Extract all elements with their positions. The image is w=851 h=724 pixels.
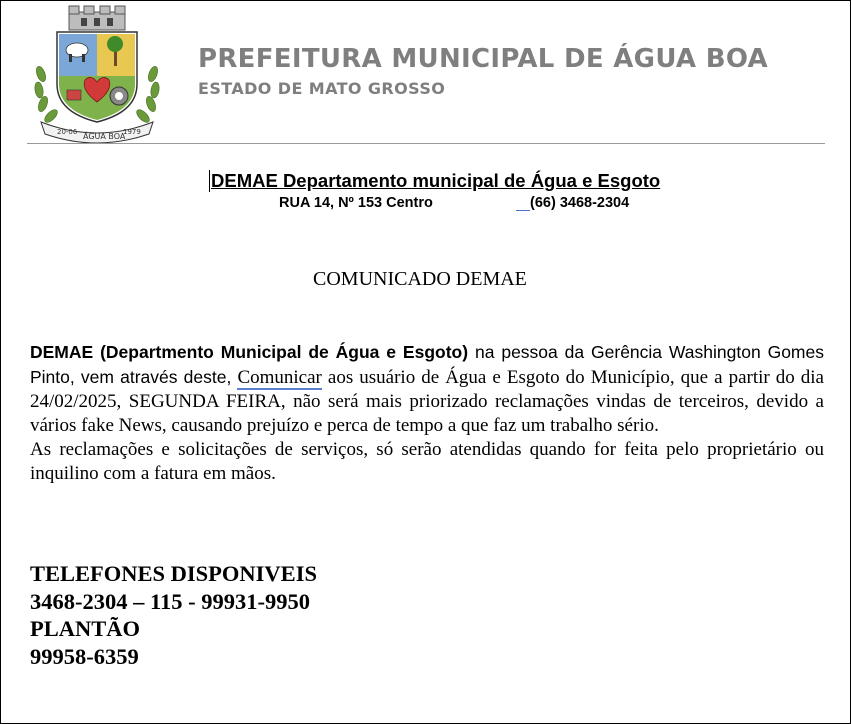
crest-city-label: ÁGUA BOA (83, 132, 126, 141)
oncall-label: PLANTÃO (30, 616, 141, 641)
notice-paragraph-2: As reclamações e solicitações de serviços, só serão atendidas quando for feita pelo proprietário ou inquilino com a fatura em mãos. (30, 439, 824, 484)
department-phone-number: (66) 3468-2304 (530, 195, 630, 211)
notice-title: COMUNICADO DEMAE (313, 268, 527, 290)
crest-year-label: 1979 (123, 128, 141, 136)
notice-paragraph-1-tail: aos usuário de Água e Esgoto do Município, que a partir do dia 24/02/2025, SEGUNDA FEIRA, não será mais priorizado reclamações vindas de terceiros, devido a vários fake News, causando prejuízo e perca de tempo a que faz um trabalho sério. (30, 367, 824, 436)
header-divider (27, 143, 825, 144)
shield-icon (57, 32, 137, 122)
municipal-crest-logo (27, 4, 167, 144)
department-title: DEMAE Departamento municipal de Água e Esgoto (211, 170, 661, 191)
crown-icon (69, 6, 125, 30)
phone-spacer (516, 196, 530, 211)
page-title: PREFEITURA MUNICIPAL DE ÁGUA BOA (198, 44, 768, 74)
phones-block (30, 560, 317, 670)
phones-heading: TELEFONES DISPONIVEIS (30, 561, 317, 586)
department-address: RUA 14, Nº 153 Centro (279, 195, 433, 211)
notice-lead-rest: na pessoa da Gerência Washington Gomes Pinto, vem através deste, (30, 342, 824, 387)
department-phone (516, 195, 629, 211)
spellcheck-word: Comunicar (237, 367, 322, 388)
notice-lead-bold: DEMAE (Departmento Municipal de Água e Esgoto) (30, 342, 469, 362)
page-subtitle: ESTADO DE MATO GROSSO (198, 79, 446, 98)
crest-date-label: 20-06 (57, 128, 78, 136)
notice-paragraph-1 (30, 340, 824, 438)
oncall-number: 99958-6359 (30, 643, 139, 669)
phones-numbers: 3468-2304 – 115 - 99931-9950 (30, 588, 310, 614)
notice-body (30, 340, 824, 486)
